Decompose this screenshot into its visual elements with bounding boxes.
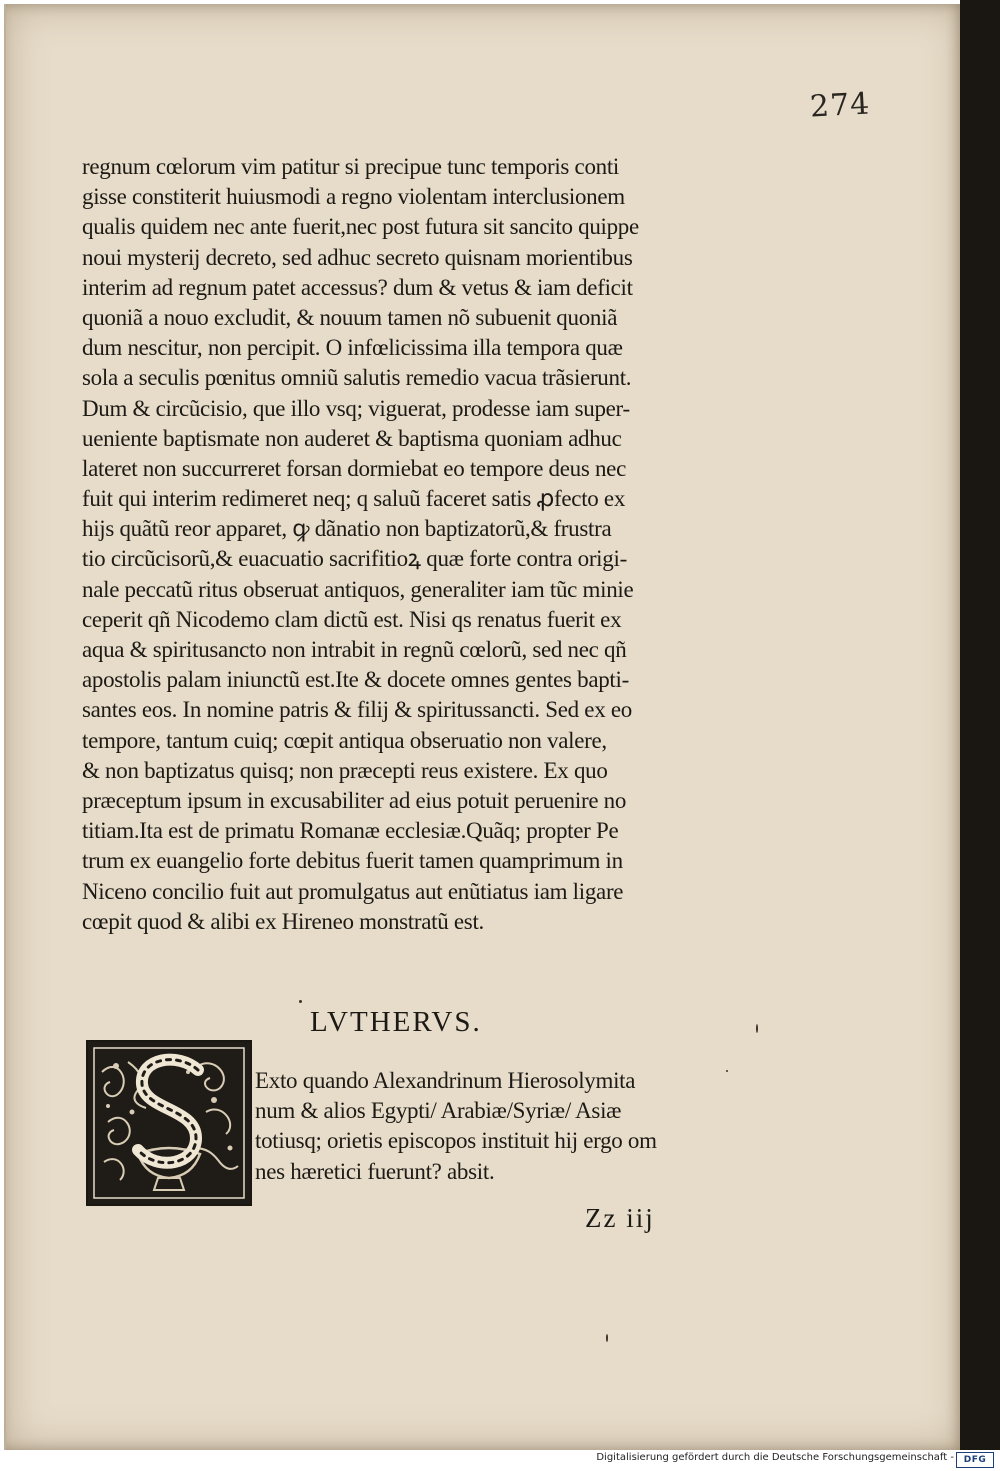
text-line: ceperit qñ Nicodemo clam dictũ est. Nisi qs renatus fuerit ex: [82, 606, 622, 632]
text-line: interim ad regnum patet accessus? dum & vetus & iam deficit: [82, 274, 633, 300]
ink-speck: [756, 1024, 758, 1033]
dfg-logo: DFG: [956, 1452, 994, 1468]
decorated-initial-s: [86, 1040, 252, 1206]
text-line: hijs quãtũ reor apparet, ꝙ dãnatio non baptizatorũ,& frustra: [82, 516, 612, 542]
ink-speck: [606, 1334, 608, 1342]
ink-speck: [299, 1000, 302, 1003]
text-line: regnum cœlorum vim patitur si precipue tunc temporis conti: [82, 154, 620, 179]
text-line: trum ex euangelio forte debitus fuerit tamen quamprimum in: [82, 848, 623, 874]
text-line: aqua & spiritusancto non intrabit in regnũ cœlorũ, sed nec qñ: [82, 637, 627, 662]
text-line: tio circũcisorũ,& euacuatio sacrifitioꝝ quæ forte contra origi-: [82, 546, 627, 572]
decorative-woodcut-icon: [88, 1042, 250, 1204]
text-line: Dum & circũcisio, que illo vsq; viguerat, prodesse iam super-: [82, 395, 630, 421]
text-line: nes hæretici fuerunt? absit.: [255, 1158, 495, 1184]
text-line: dum nescitur, non percipit. O infœlicissima illa tempora quæ: [82, 335, 623, 361]
text-line: nale peccatũ ritus obseruat antiquos, generaliter iam tũc minie: [82, 576, 634, 602]
text-line: noui mysterij decreto, sed adhuc secreto quisnam morientibus: [82, 244, 633, 270]
text-line: fuit qui interim redimeret neq; q saluũ faceret satis ꝓfecto ex: [82, 486, 626, 512]
text-line: Niceno concilio fuit aut promulgatus aut enũtiatus iam ligare: [82, 878, 624, 904]
text-line: santes eos. In nomine patris & filij & spiritussancti. Sed ex eo: [82, 697, 632, 723]
text-line: qualis quidem nec ante fuerit,nec post futura sit sancito quippe: [82, 214, 639, 240]
signature-mark: Zz iij: [585, 1203, 655, 1233]
main-text-block: [82, 152, 772, 937]
text-line: & non baptizatus quisq; non præcepti reus existere. Ex quo: [82, 757, 608, 783]
text-line: quoniã a nouo excludit, & nouum tamen nõ subuenit quoniã: [82, 304, 618, 330]
text-line: lateret non succurreret forsan dormiebat eo tempore deus nec: [82, 455, 626, 481]
text-line: totiusq; orietis episcopos instituit hij ergo om: [255, 1128, 657, 1154]
text-line: apostolis palam iniunctũ est.Ite & docete omnes gentes bapti-: [82, 667, 629, 693]
text-line: cœpit quod & alibi ex Hireneo monstratũ est.: [82, 908, 484, 934]
text-line: titiam.Ita est de primatu Romanæ ecclesiæ.Quãq; propter Pe: [82, 818, 619, 844]
section-heading: LVTHERVS.: [310, 1006, 482, 1038]
text-line: tempore, tantum cuiq; cœpit antiqua obseruatio non valere,: [82, 727, 607, 753]
text-line: num & alios Egypti/ Arabiæ/Syriæ/ Asiæ: [255, 1098, 622, 1124]
second-paragraph: [255, 1066, 775, 1187]
text-line: ueniente baptismate non auderet & baptisma quoniam adhuc: [82, 425, 622, 451]
text-line: Exto quando Alexandrinum Hierosolymita: [255, 1068, 636, 1093]
text-line: sola a seculis pœnitus omniũ salutis remedio vacua trãsierunt.: [82, 365, 632, 391]
text-line: gisse constiterit huiusmodi a regno violentam interclusionem: [82, 184, 625, 210]
handwritten-folio-number: 274: [809, 86, 872, 125]
text-line: præceptum ipsum in excusabiliter ad eius potuit peruenire no: [82, 787, 627, 813]
scan-background: [960, 0, 1000, 1471]
funding-credit: Digitalisierung gefördert durch die Deutsche Forschungsgemeinschaft -: [596, 1452, 954, 1463]
